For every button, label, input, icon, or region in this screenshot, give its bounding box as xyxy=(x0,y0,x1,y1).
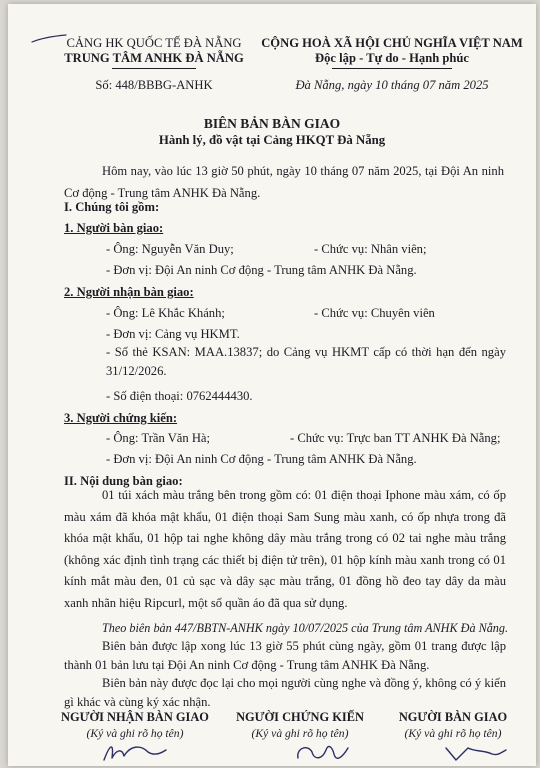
witness-signature-role: NGƯỜI CHỨNG KIẾN xyxy=(236,710,364,724)
nation-title: CỘNG HOÀ XÃ HỘI CHỦ NGHĨA VIỆT NAM xyxy=(261,36,523,50)
witness-position: - Chức vụ: Trực ban TT ANHK Đà Nẵng; xyxy=(290,431,501,445)
closing-paragraph: Biên bản được lập xong lúc 13 giờ 55 phút cùng ngày, gồm 01 trang được lập thành 01 bản lưu tại Đội An ninh Cơ động - Trung tâm ANHK Đà Nẵng. xyxy=(64,639,506,672)
document-title: BIÊN BẢN BÀN GIAO xyxy=(203,116,341,131)
witness-signature-note: (Ký và ghi rõ họ tên) xyxy=(251,727,349,740)
giver-name: - Ông: Nguyễn Văn Duy; xyxy=(106,242,234,256)
receiver-position: - Chức vụ: Chuyên viên xyxy=(314,306,435,320)
receiver-phone: - Số điện thoại: 0762444430. xyxy=(106,389,253,403)
document-subtitle: Hành lý, đồ vật tại Cảng HKQT Đà Nẵng xyxy=(158,133,386,147)
issuing-unit: TRUNG TÂM ANHK ĐÀ NẴNG xyxy=(64,51,244,65)
intro-paragraph: Hôm nay, vào lúc 13 giờ 50 phút, ngày 10 tháng 07 năm 2025, tại Đội An ninh Cơ động - Trung tâm ANHK Đà Nẵng. xyxy=(64,164,504,200)
issuing-authority: CẢNG HK QUỐC TẾ ĐÀ NẴNG xyxy=(66,36,242,50)
handover-contents: 01 túi xách màu trắng bên trong gồm có: 01 điện thoại Iphone màu xám, có ốp màu xám đã khóa mật khẩu, 01 điện thoại Sam Sung màu xanh, có ốp nhựa trong đã khóa mật khẩu, 01 hộp tai nghe không dây màu trắng trong có 02 tai nghe màu trắng (không xác định tình trạng các thiết bị điện tử trên), 01 hộp kính màu xanh trong có 01 kính mắt màu đen, 01 củ sạc và dây sạc màu trắng, 01 đồng hồ đeo tay dây da màu xanh nhãn hiệu Ripcurl, một số quần áo đã qua sử dụng. xyxy=(64,488,506,610)
receiver-signature-note: (Ký và ghi rõ họ tên) xyxy=(86,727,184,740)
receiver-card: - Số thẻ KSAN: MAA.13837; do Cảng vụ HKMT cấp có thời hạn đến ngày 31/12/2026. xyxy=(106,345,506,378)
place-and-date: Đà Nẵng, ngày 10 tháng 07 năm 2025 xyxy=(295,78,489,92)
giver-position: - Chức vụ: Nhân viên; xyxy=(314,242,427,256)
witness-name: - Ông: Trần Văn Hà; xyxy=(106,431,211,445)
motto-underline xyxy=(332,68,452,69)
document-number: Số: 448/BBBG-ANHK xyxy=(95,78,213,92)
receiver-signature-role: NGƯỜI NHẬN BÀN GIAO xyxy=(61,710,209,724)
receiver-name: - Ông: Lê Khắc Khánh; xyxy=(106,306,225,320)
section-2-heading: II. Nội dung bàn giao: xyxy=(64,474,183,488)
witness-heading: 3. Người chứng kiến: xyxy=(64,411,178,425)
national-motto: Độc lập - Tự do - Hạnh phúc xyxy=(315,51,469,65)
giver-signature-scribble xyxy=(440,742,510,766)
receiver-signature-scribble xyxy=(100,740,170,766)
giver-signature-note: (Ký và ghi rõ họ tên) xyxy=(404,727,502,740)
agreement-paragraph: Biên bản này được đọc lại cho mọi người cùng nghe và đồng ý, không có ý kiến gì khác và cùng ký xác nhận. xyxy=(64,676,507,709)
issuing-unit-underline xyxy=(112,68,196,69)
giver-heading: 1. Người bàn giao: xyxy=(64,221,164,235)
section-1-heading: I. Chúng tôi gồm: xyxy=(64,200,160,214)
receiver-unit: - Đơn vị: Cảng vụ HKMT. xyxy=(106,327,240,341)
giver-signature-role: NGƯỜI BÀN GIAO xyxy=(398,710,508,724)
witness-unit: - Đơn vị: Đội An ninh Cơ động - Trung tâm ANHK Đà Nẵng. xyxy=(106,452,417,466)
giver-unit: - Đơn vị: Đội An ninh Cơ động - Trung tâm ANHK Đà Nẵng. xyxy=(106,263,417,277)
receiver-heading: 2. Người nhận bàn giao: xyxy=(64,285,194,299)
reference-note: Theo biên bản 447/BBTN-ANHK ngày 10/07/2025 của Trung tâm ANHK Đà Nẵng. xyxy=(102,621,509,635)
witness-signature-scribble xyxy=(292,740,352,766)
document-page xyxy=(8,4,536,766)
